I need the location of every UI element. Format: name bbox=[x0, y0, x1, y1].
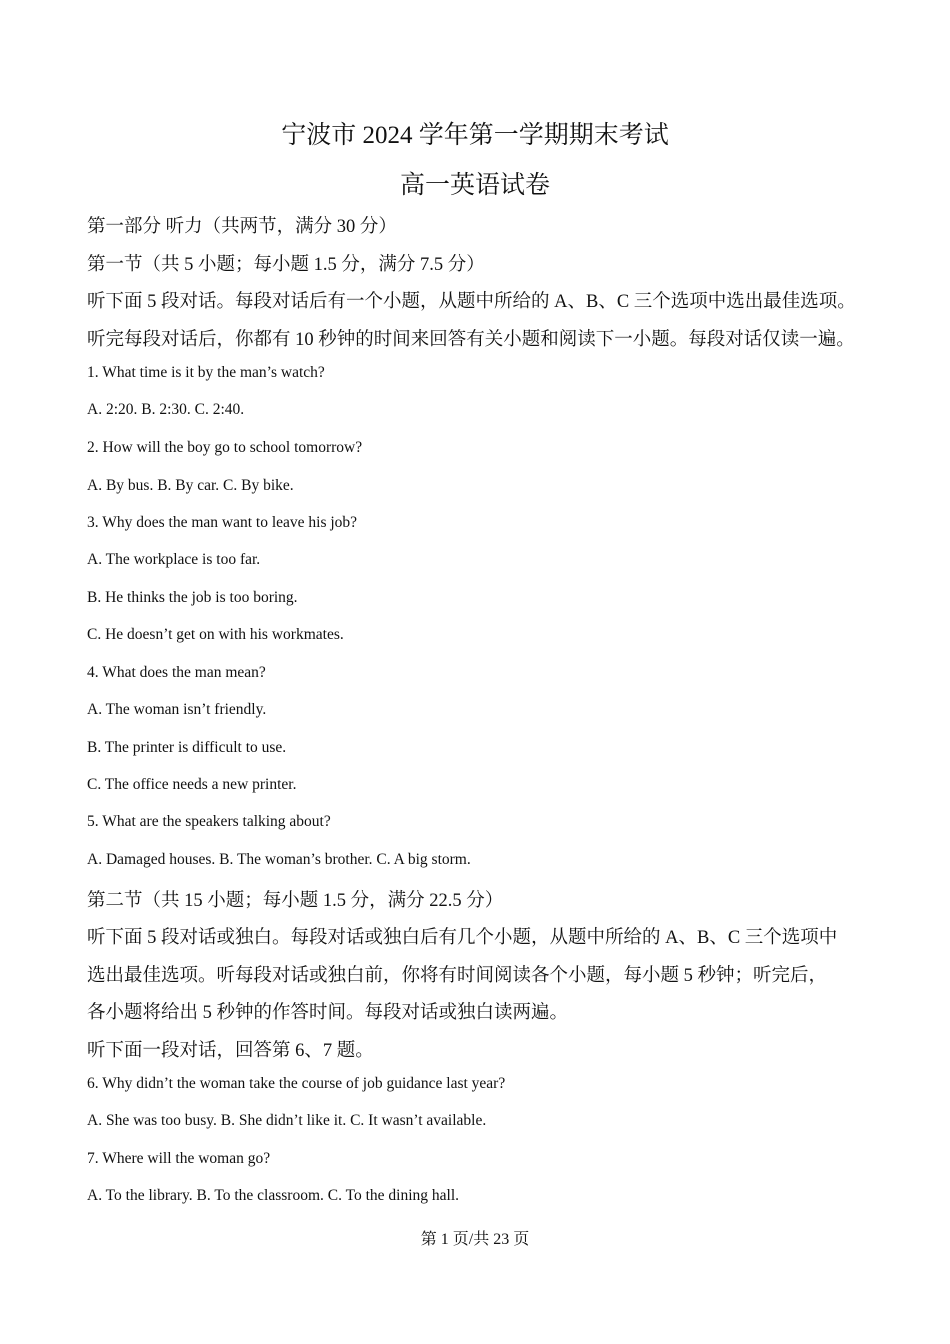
dialogue-instruction: 听下面一段对话，回答第 6、7 题。 bbox=[87, 1041, 374, 1061]
question-2-options: A. By bus. B. By car. C. By bike. bbox=[87, 477, 294, 494]
section-one-instructions-2: 听完每段对话后，你都有 10 秒钟的时间来回答有关小题和阅读下一小题。每段对话仅读一遍。 bbox=[87, 330, 855, 350]
question-4: 4. What does the man mean? bbox=[87, 664, 266, 681]
question-7: 7. Where will the woman go? bbox=[87, 1150, 271, 1167]
question-1-options: A. 2:20. B. 2:30. C. 2:40. bbox=[87, 401, 245, 418]
question-2: 2. How will the boy go to school tomorrow? bbox=[87, 439, 363, 456]
question-6-options: A. She was too busy. B. She didn’t like it. C. It wasn’t available. bbox=[87, 1112, 487, 1129]
question-6: 6. Why didn’t the woman take the course of job guidance last year? bbox=[87, 1075, 506, 1092]
question-4-option-a: A. The woman isn’t friendly. bbox=[87, 701, 267, 718]
question-1: 1. What time is it by the man’s watch? bbox=[87, 364, 325, 381]
part-one-heading: 第一部分 听力（共两节，满分 30 分） bbox=[87, 217, 397, 237]
question-4-option-b: B. The printer is difficult to use. bbox=[87, 739, 287, 756]
question-4-option-c: C. The office needs a new printer. bbox=[87, 776, 297, 793]
question-7-options: A. To the library. B. To the classroom. C. To the dining hall. bbox=[87, 1187, 460, 1204]
section-two-instructions-3: 各小题将给出 5 秒钟的作答时间。每段对话或独白读两遍。 bbox=[87, 1003, 569, 1023]
question-3-option-c: C. He doesn’t get on with his workmates. bbox=[87, 626, 344, 643]
question-5-options: A. Damaged houses. B. The woman’s brother. C. A big storm. bbox=[87, 851, 471, 868]
exam-subtitle: 高一英语试卷 bbox=[399, 172, 550, 199]
question-3: 3. Why does the man want to leave his job? bbox=[87, 514, 358, 531]
section-one-heading: 第一节（共 5 小题；每小题 1.5 分，满分 7.5 分） bbox=[87, 255, 485, 275]
section-two-instructions-2: 选出最佳选项。听每段对话或独白前，你将有时间阅读各个小题，每小题 5 秒钟；听完后， bbox=[87, 966, 828, 986]
question-3-option-a: A. The workplace is too far. bbox=[87, 551, 261, 568]
question-5: 5. What are the speakers talking about? bbox=[87, 813, 331, 830]
question-3-option-b: B. He thinks the job is too boring. bbox=[87, 589, 298, 606]
exam-title: 宁波市 2024 学年第一学期期末考试 bbox=[281, 122, 669, 149]
section-two-heading: 第二节（共 15 小题；每小题 1.5 分，满分 22.5 分） bbox=[87, 891, 504, 911]
page-number: 第 1 页/共 23 页 bbox=[420, 1231, 530, 1248]
section-two-instructions-1: 听下面 5 段对话或独白。每段对话或独白后有几个小题，从题中所给的 A、B、C 三个选项中 bbox=[87, 928, 838, 948]
section-one-instructions-1: 听下面 5 段对话。每段对话后有一个小题，从题中所给的 A、B、C 三个选项中选出最佳选项。 bbox=[87, 292, 856, 312]
